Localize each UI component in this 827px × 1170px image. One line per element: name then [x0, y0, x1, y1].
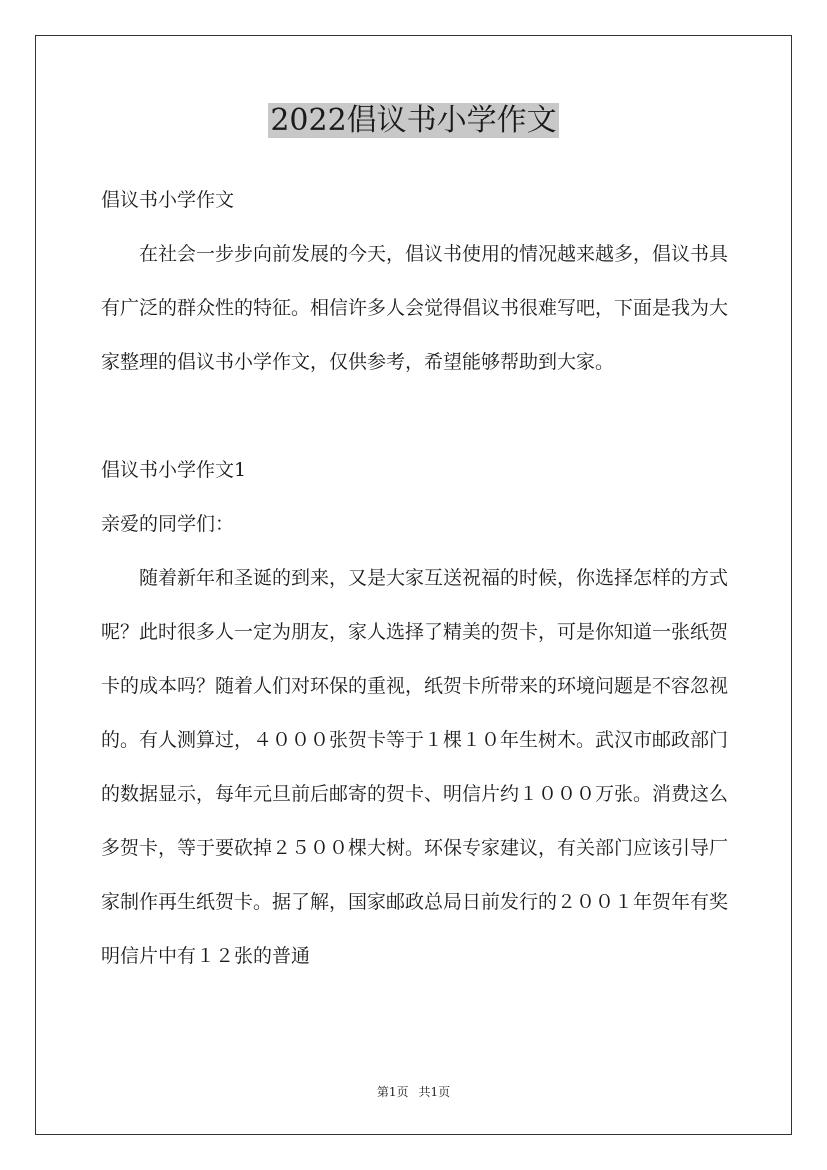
page-total: 共1页 — [418, 1085, 451, 1099]
document-title-text: 2022倡议书小学作文 — [270, 103, 557, 138]
essay-paragraph: 随着新年和圣诞的到来，又是大家互送祝福的时候，你选择怎样的方式呢？此时很多人一定为朋友，家人选择了精美的贺卡，可是你知道一张纸贺卡的成本吗？随着人们对环保的重视，纸贺卡所带来的环境问题是不容忽视的。有人测算过，４０００张贺卡等于１棵１０年生树木。武汉市邮政部门的数据显示，每年元旦前后邮寄的贺卡、明信片约１０００万张。消费这么多贺卡，等于要砍掉２５００棵大树。环保专家建议，有关部门应该引导厂家制作再生纸贺卡。据了解，国家邮政总局日前发行的２００１年贺年有奖明信片中有１２张的普通 — [101, 567, 729, 967]
intro-paragraph: 在社会一步步向前发展的今天，倡议书使用的情况越来越多，倡议书具有广泛的群众性的特征。相信许多人会觉得倡议书很难写吧，下面是我为大家整理的倡议书小学作文，仅供参考，希望能够帮助到大家。 — [101, 243, 729, 373]
essay-heading: 倡议书小学作文1 — [101, 459, 247, 481]
document-body — [101, 173, 731, 983]
greeting-line: 亲爱的同学们： — [101, 513, 235, 535]
section-heading: 倡议书小学作文 — [101, 189, 235, 211]
page-number: 第1页 — [376, 1085, 409, 1099]
page-footer — [0, 1082, 827, 1102]
document-title — [0, 100, 827, 142]
paragraph-spacer — [101, 389, 731, 443]
